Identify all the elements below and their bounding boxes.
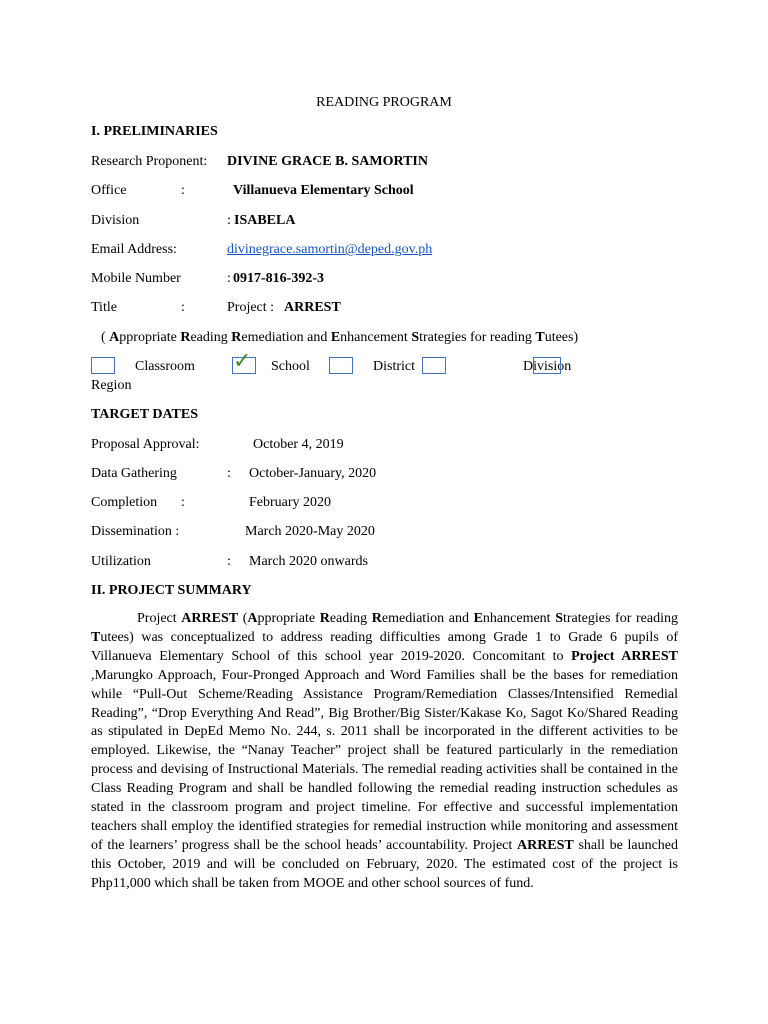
- date-colon-gathering: :: [227, 466, 231, 481]
- division-checkbox[interactable]: [422, 357, 446, 374]
- date-value-utilization: March 2020 onwards: [249, 554, 368, 569]
- division-label: Division: [91, 213, 140, 228]
- title-value: ARREST: [284, 300, 341, 315]
- proponent-value: DIVINE GRACE B. SAMORTIN: [227, 154, 428, 169]
- section-target-dates: TARGET DATES: [91, 407, 198, 422]
- date-label-completion: Completion: [91, 495, 158, 510]
- school-label: School: [271, 359, 310, 374]
- date-value-completion: February 2020: [249, 495, 332, 510]
- title-colon: :: [181, 300, 185, 315]
- date-value-gathering: October-January, 2020: [249, 466, 377, 481]
- date-value-dissemination: March 2020-May 2020: [245, 524, 375, 539]
- office-label: Office: [91, 183, 127, 198]
- district-label: District: [373, 359, 415, 374]
- date-value-proposal: October 4, 2019: [253, 437, 344, 452]
- project-summary-paragraph: Project ARREST (Appropriate Reading Remediation and Enhancement Strategies for reading Tutees) was conceptualized to address reading difficulties among Grade 1 to Grade 6 pupils of Villanueva Elementary School of this school year 2019-2020. Concomitant to Project ARREST ,Marungko Approach, Four-Pronged Approach and Word Families shall be the bases for remediation while “Pull-Out Scheme/Reading Assistance Program/Remediation Classes/Intensified Remedial Reading”, “Drop Everything And Read”, Big Brother/Big Sister/Kakase Ko, Sagot Ko/Shared Reading as stipulated in DepEd Memo No. 244, s. 2011 shall be incorporated in the different activities to be employed. Likewise, the “Nanay Teacher” project shall be featured particularly in the remediation process and devising of Instructional Materials. The remedial reading activities shall be contained in the Class Reading Program and shall be handled following the remedial reading instruction schedules as stated in the classroom program and project timeline. For effective and successful implementation teachers shall employ the identified strategies for remedial instruction while monitoring and assessment of the learners’ progress shall be the school heads’ accountability. Project ARREST shall be launched this October, 2019 and will be concluded on February, 2020. The estimated cost of the project is Php11,000 which shall be taken from MOOE and other school sources of fund.: [91, 611, 678, 891]
- office-value: Villanueva Elementary School: [233, 183, 414, 198]
- region-label: Region: [91, 378, 132, 393]
- classroom-label: Classroom: [135, 359, 195, 374]
- division-colon: :: [227, 213, 231, 228]
- date-label-gathering: Data Gathering: [91, 466, 177, 481]
- date-label-utilization: Utilization: [91, 554, 151, 569]
- date-label-proposal: Proposal Approval:: [91, 437, 200, 452]
- section-preliminaries: I. PRELIMINARIES: [91, 124, 218, 139]
- mobile-label: Mobile Number: [91, 271, 181, 286]
- section-project-summary: II. PROJECT SUMMARY: [91, 583, 252, 598]
- division-value: ISABELA: [234, 213, 296, 228]
- date-colon-completion: :: [181, 495, 185, 510]
- date-colon-utilization: :: [227, 554, 231, 569]
- date-label-dissemination: Dissemination :: [91, 524, 180, 539]
- classroom-checkbox[interactable]: [91, 357, 115, 374]
- office-colon: :: [181, 183, 185, 198]
- email-link[interactable]: divinegrace.samortin@deped.gov.ph: [227, 242, 433, 257]
- checkmark-icon: ✓: [233, 349, 252, 374]
- mobile-value: 0917-816-392-3: [233, 271, 324, 286]
- email-label: Email Address:: [91, 242, 177, 257]
- mobile-colon: :: [227, 271, 231, 286]
- proponent-label: Research Proponent:: [91, 154, 208, 169]
- title-prefix: Project :: [227, 300, 275, 315]
- title-label: Title: [91, 300, 117, 315]
- region-checkbox[interactable]: [533, 357, 561, 374]
- document-title: READING PROGRAM: [316, 95, 452, 110]
- acronym-expansion: ( Appropriate Reading Remediation and Enhancement Strategies for reading Tutees): [101, 330, 579, 345]
- district-checkbox[interactable]: [329, 357, 353, 374]
- division-option-label: Division: [523, 359, 572, 374]
